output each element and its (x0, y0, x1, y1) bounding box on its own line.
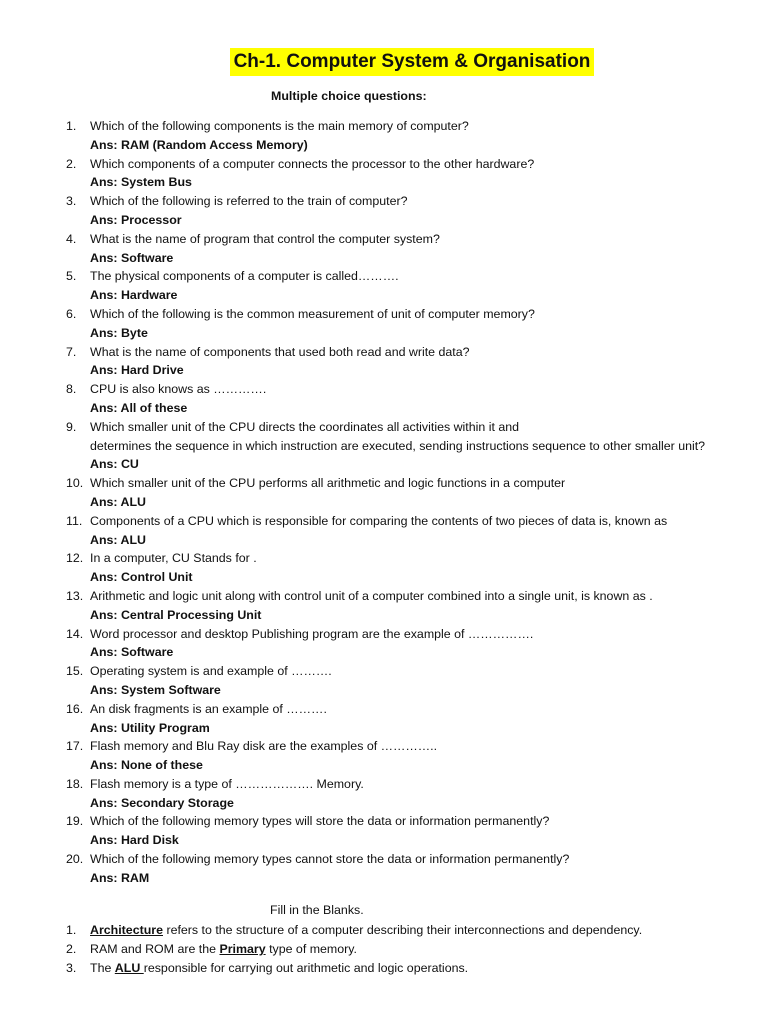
question-text: The physical components of a computer is called………. (90, 269, 399, 284)
question-text: Arithmetic and logic unit along with control unit of a computer combined into a single unit, is known as . (90, 588, 653, 603)
fill-blank-number: 1. (66, 923, 77, 937)
answer-row (0, 399, 768, 418)
answer-row (0, 568, 768, 587)
answer-text: Ans: ALU (90, 494, 146, 509)
question-text: Which of the following memory types will store the data or information permanently? (90, 814, 550, 829)
fill-blank-sentence (90, 959, 468, 978)
question-row (0, 117, 768, 136)
answer-row (0, 531, 768, 550)
fill-blank-number: 2. (66, 941, 77, 956)
question-number: 17. (66, 739, 84, 754)
question-number: 1. (66, 119, 77, 133)
answer-row (0, 606, 768, 625)
answer-row (0, 136, 768, 155)
question-text: Which of the following memory types cannot store the data or information permanently? (90, 852, 570, 867)
question-row (0, 812, 768, 831)
answer-row (0, 794, 768, 813)
answer-text: Ans: Processor (90, 212, 182, 227)
answer-row (0, 756, 768, 775)
answer-text: Ans: ALU (90, 532, 146, 547)
sentence-prefix: The (90, 960, 115, 975)
question-text: determines the sequence in which instruction are executed, sending instructions sequence to other smaller unit? (90, 438, 706, 453)
answer-row (0, 869, 768, 888)
question-row (0, 775, 768, 794)
question-text: Which smaller unit of the CPU performs all arithmetic and logic functions in a computer (90, 476, 566, 491)
question-number: 3. (66, 194, 77, 209)
answer-text: Ans: Hard Disk (90, 833, 179, 848)
question-number: 18. (66, 776, 84, 791)
answer-text: Ans: CU (90, 457, 139, 472)
question-number: 5. (66, 269, 77, 284)
question-row (0, 474, 768, 493)
answer-row (0, 831, 768, 850)
answer-row (0, 681, 768, 700)
sentence-prefix: RAM and ROM are the (90, 941, 220, 956)
blank-answer: Architecture (90, 923, 163, 937)
answer-row (0, 361, 768, 380)
answer-text: Ans: RAM (Random Access Memory) (90, 137, 308, 152)
question-text: In a computer, CU Stands for . (90, 551, 257, 566)
question-number: 10. (66, 476, 84, 491)
answer-text: Ans: Software (90, 250, 174, 265)
fill-blank-row (0, 921, 768, 940)
question-number: 14. (66, 626, 84, 641)
answer-text: Ans: Secondary Storage (90, 795, 234, 810)
question-number: 4. (66, 231, 77, 246)
answer-row (0, 324, 768, 343)
question-row (0, 155, 768, 174)
question-text: An disk fragments is an example of ………. (90, 701, 327, 716)
question-row (0, 625, 768, 644)
question-number: 12. (66, 551, 84, 566)
answer-row (0, 173, 768, 192)
question-number: 19. (66, 814, 84, 829)
question-text: Word processor and desktop Publishing program are the example of ……………. (90, 626, 534, 641)
sentence-suffix: type of memory. (265, 941, 357, 956)
question-number: 9. (66, 419, 77, 434)
fill-blanks-list (0, 921, 768, 977)
question-row (0, 737, 768, 756)
answer-text: Ans: All of these (90, 400, 188, 415)
question-continuation (0, 437, 768, 456)
fill-blank-sentence (90, 940, 357, 959)
question-number: 13. (66, 588, 84, 603)
question-row (0, 230, 768, 249)
question-row (0, 587, 768, 606)
title-container (0, 48, 768, 76)
question-number: 16. (66, 701, 84, 716)
fill-blank-row (0, 959, 768, 978)
question-text: What is the name of program that control the computer system? (90, 231, 440, 246)
question-row (0, 662, 768, 681)
answer-text: Ans: System Bus (90, 175, 192, 190)
question-text: Flash memory is a type of ………………. Memory. (90, 776, 364, 791)
answer-text: Ans: RAM (90, 870, 150, 885)
mcq-list (0, 117, 768, 888)
sentence-suffix: refers to the structure of a computer describing their interconnections and dependency. (163, 923, 643, 937)
answer-text: Ans: Hard Drive (90, 363, 184, 378)
answer-text: Ans: Hardware (90, 288, 178, 303)
question-text: Which components of a computer connects the processor to the other hardware? (90, 156, 535, 171)
fill-blank-row (0, 940, 768, 959)
answer-row (0, 249, 768, 268)
fill-blanks-heading: Fill in the Blanks. (270, 903, 364, 917)
question-row (0, 418, 768, 437)
answer-row (0, 719, 768, 738)
question-text: Which of the following is the common measurement of unit of computer memory? (90, 306, 535, 321)
question-number: 8. (66, 382, 77, 397)
question-row (0, 192, 768, 211)
answer-text: Ans: Software (90, 645, 174, 660)
mcq-heading: Multiple choice questions: (271, 89, 427, 103)
question-number: 6. (66, 306, 77, 321)
question-row (0, 343, 768, 362)
answer-text: Ans: Central Processing Unit (90, 607, 262, 622)
question-number: 20. (66, 852, 84, 867)
question-number: 7. (66, 344, 77, 359)
question-number: 2. (66, 156, 77, 171)
answer-row (0, 643, 768, 662)
question-row (0, 267, 768, 286)
question-row (0, 305, 768, 324)
question-text: What is the name of components that used both read and write data? (90, 344, 470, 359)
question-row (0, 850, 768, 869)
fill-blank-number: 3. (66, 960, 77, 975)
question-text: Components of a CPU which is responsible for comparing the contents of two pieces of data is, known as (90, 513, 668, 528)
answer-text: Ans: None of these (90, 758, 203, 773)
question-number: 11. (66, 513, 83, 528)
blank-answer: ALU (114, 960, 144, 975)
page-title: Ch-1. Computer System & Organisation (230, 48, 595, 76)
blank-answer: Primary (219, 941, 266, 956)
answer-row (0, 211, 768, 230)
question-text: Operating system is and example of ………. (90, 664, 332, 679)
answer-text: Ans: Utility Program (90, 720, 210, 735)
question-number: 15. (66, 664, 84, 679)
question-row (0, 380, 768, 399)
sentence-suffix: responsible for carrying out arithmetic and logic operations. (143, 960, 469, 975)
question-row (0, 549, 768, 568)
answer-text: Ans: System Software (90, 682, 221, 697)
fill-blank-sentence (90, 921, 642, 940)
question-text: Which smaller unit of the CPU directs the coordinates all activities within it and (90, 419, 520, 434)
answer-row (0, 493, 768, 512)
question-text: CPU is also knows as …………. (90, 382, 267, 397)
answer-text: Ans: Control Unit (90, 570, 193, 585)
question-text: Flash memory and Blu Ray disk are the examples of ………….. (90, 739, 438, 754)
question-row (0, 700, 768, 719)
answer-row (0, 286, 768, 305)
answer-row (0, 455, 768, 474)
question-text: Which of the following is referred to the train of computer? (90, 194, 408, 209)
question-text: Which of the following components is the main memory of computer? (90, 119, 469, 133)
answer-text: Ans: Byte (90, 325, 148, 340)
question-row (0, 512, 768, 531)
